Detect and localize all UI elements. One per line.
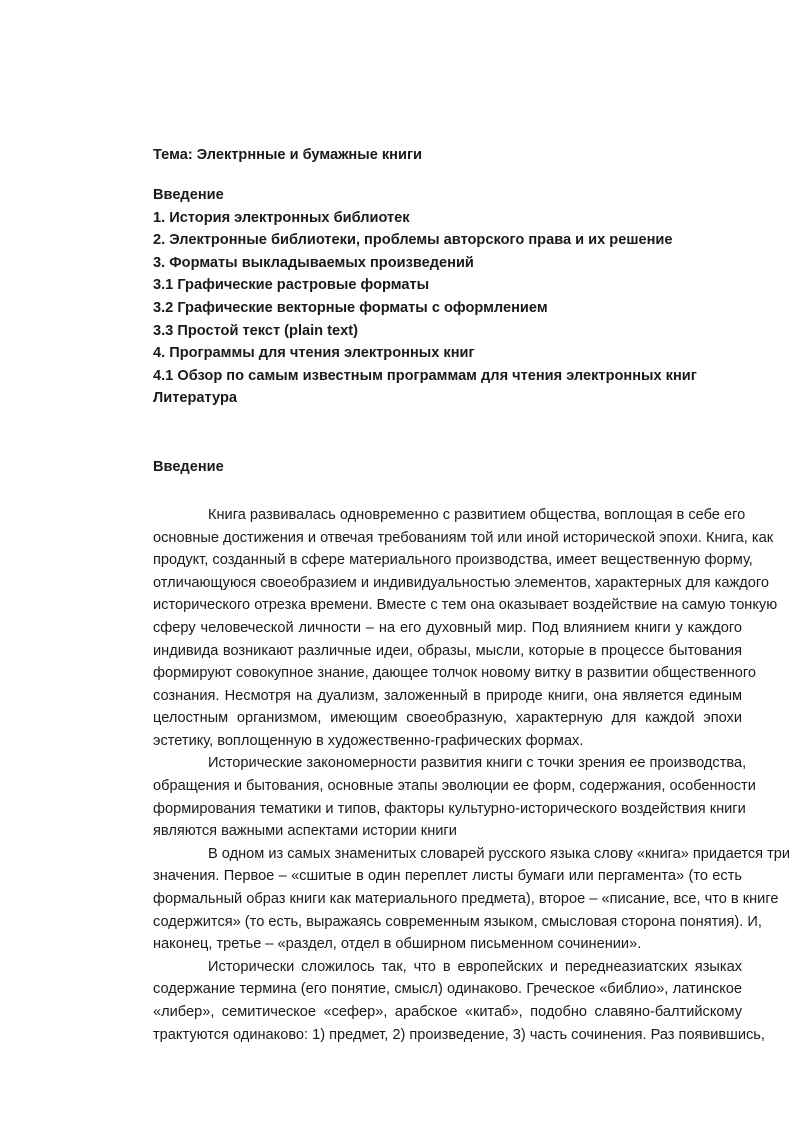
toc-item: 3.3 Простой текст (plain text) xyxy=(153,322,358,339)
paragraph-line: содержится» (то есть, выражаясь современным языком, смысловая сторона понятия). И, xyxy=(153,913,762,930)
toc-item: 2. Электронные библиотеки, проблемы авторского права и их решение xyxy=(153,232,673,249)
toc-item: Литература xyxy=(153,390,237,407)
paragraph-line: эстетику, воплощенную в художественно-графических формах. xyxy=(153,732,584,749)
table-of-contents xyxy=(153,184,742,410)
paragraph-line: Исторически сложилось так, что в европейских и переднеазиатских языках xyxy=(208,958,742,975)
paragraph-line: формируют совокупное знание, дающее толчок новому витку в развитии общественного xyxy=(153,665,757,682)
paragraph-line: являются важными аспектами истории книги xyxy=(153,823,457,840)
paragraph-line: отличающуюся своеобразием и индивидуальностью элементов, характерных для каждого xyxy=(153,574,769,591)
toc-item: 1. История электронных библиотек xyxy=(153,209,410,226)
paragraph-line: Исторические закономерности развития книги с точки зрения ее производства, xyxy=(208,755,747,772)
paragraph-line: наконец, третье – «раздел, отдел в обширном письменном сочинении». xyxy=(153,936,642,953)
paragraph xyxy=(153,843,791,956)
paragraph-line: основные достижения и отвечая требованиям той или иной исторической эпохи. Книга, как xyxy=(153,529,774,546)
paragraph xyxy=(153,752,756,842)
paragraph-line: «либер», семитическое «сефер», арабское «китаб», подобно славяно-балтийскому xyxy=(153,1004,742,1020)
paragraph-line: индивида возникают различные идеи, образы, мысли, которые в процессе бытования xyxy=(153,642,742,659)
paragraph-line: Книга развивалась одновременно с развитием общества, воплощая в себе его xyxy=(208,506,746,523)
paragraph-line: сферу человеческой личности – на его духовный мир. Под влиянием книги у каждого xyxy=(153,619,742,636)
document-page xyxy=(153,144,791,1046)
toc-item: Введение xyxy=(153,187,224,203)
paragraph-line: формирования тематики и типов, факторы культурно-исторического воздействия книги xyxy=(153,800,746,817)
toc-item: 3.1 Графические растровые форматы xyxy=(153,277,430,294)
document-title: Тема: Электрнные и бумажные книги xyxy=(153,147,423,163)
toc-item: 3.2 Графические векторные форматы с оформлением xyxy=(153,299,548,316)
paragraph-line: содержание термина (его понятие, смысл) одинаково. Греческое «библио», латинское xyxy=(153,981,742,998)
body-text xyxy=(153,504,791,1046)
paragraph xyxy=(153,504,778,753)
paragraph-line: значения. Первое – «сшитые в один переплет листы бумаги или пергамента» (то есть xyxy=(153,868,742,885)
paragraph-line: продукт, созданный в сфере материального производства, имеет вещественную форму, xyxy=(153,552,753,569)
section-heading: Введение xyxy=(153,458,224,475)
paragraph-line: В одном из самых знаменитых словарей русского языка слову «книга» придается три xyxy=(208,845,791,862)
paragraph-line: обращения и бытования, основные этапы эволюции ее форм, содержания, особенности xyxy=(153,778,756,795)
paragraph-line: целостным организмом, имеющим своеобразную, характерную для каждой эпохи xyxy=(153,710,742,727)
paragraph xyxy=(153,956,765,1046)
toc-item: 4.1 Обзор по самым известным программам для чтения электронных книг xyxy=(153,367,697,384)
toc-item: 3. Форматы выкладываемых произведений xyxy=(153,254,474,271)
paragraph-line: формальный образ книги как материального предмета), второе – «писание, все, что в книге xyxy=(153,891,779,908)
paragraph-line: трактуются одинаково: 1) предмет, 2) произведение, 3) часть сочинения. Раз появившись, xyxy=(153,1026,765,1043)
paragraph-line: исторического отрезка времени. Вместе с тем она оказывает воздействие на самую тонкую xyxy=(153,597,778,614)
paragraph-line: сознания. Несмотря на дуализм, заложенный в природе книги, она является единым xyxy=(153,687,742,704)
toc-item: 4. Программы для чтения электронных книг xyxy=(153,345,475,362)
